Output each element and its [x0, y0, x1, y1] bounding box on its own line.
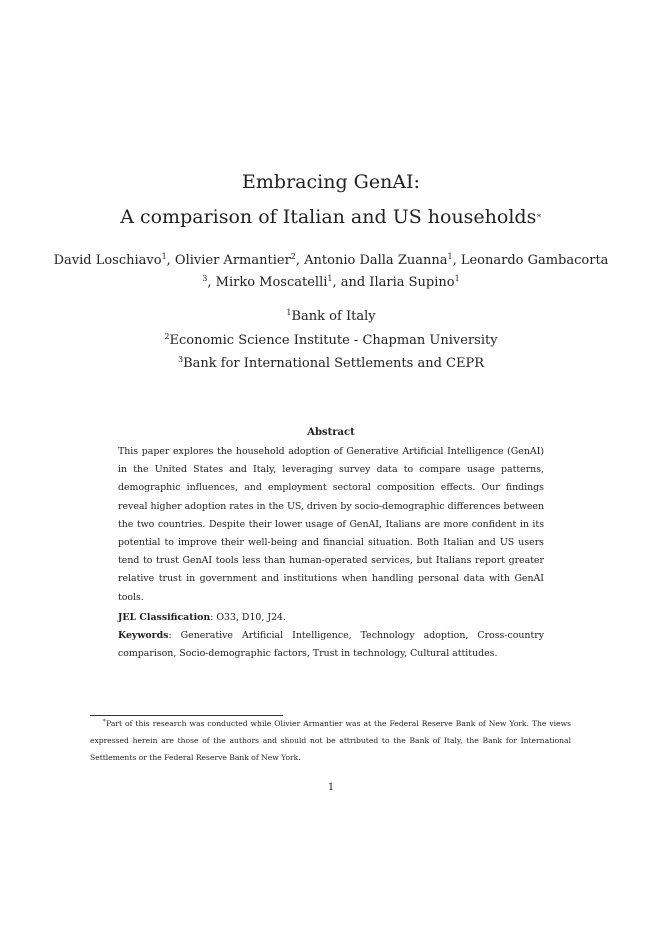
title-line-1: Embracing GenAI: [242, 171, 420, 193]
title-footnote-mark: ∗ [536, 211, 542, 220]
page-number: 1 [327, 782, 335, 793]
author-name: Antonio Dalla Zuanna [304, 253, 448, 268]
author-list [0, 250, 662, 294]
author-name: Mirko Moscatelli [215, 275, 328, 290]
jel-label: JEL Classification [118, 612, 211, 623]
title-line-2: A comparison of Italian and US households∗ [120, 206, 542, 228]
affiliation-3: $^3$Bank for International Settlements and CEPR [177, 355, 485, 371]
keywords [118, 627, 544, 663]
keywords-label: Keywords [118, 630, 169, 641]
abstract-heading: Abstract [307, 427, 355, 438]
author-name: David Loschiavo [53, 253, 162, 268]
author-name: Ilaria Supino [369, 275, 455, 290]
keywords-text: : Generative Artificial Intelligence, Technology adoption, Cross-country comparison, Socio-demographic factors, Trust in technology, Cultural attitudes. [118, 630, 544, 660]
jel-codes: : O33, D10, J24. [210, 612, 287, 623]
footnote [90, 715, 571, 766]
abstract-text: This paper explores the household adoption of Generative Artificial Intelligence (GenAI) in the United States and Italy, leveraging survey data to compare usage patterns, demographic influences, and employment sectoral composition effects. Our findings reveal higher adoption rates in the US, driven by socio-demographic differences between the two countries. Despite their lower usage of GenAI, Italians are more confident in its potential to improve their well-being and financial situation. Both Italian and US users tend to trust GenAI tools less than human-operated services, but Italians report greater relative trust in government and institutions when handling personal data with GenAI tools. [118, 446, 544, 603]
affiliation-2: $^2$Economic Science Institute - Chapman University [164, 332, 498, 348]
affiliation-1: $^1$Bank of Italy [286, 308, 376, 324]
jel-classification [118, 609, 544, 627]
footnote-mark: ∗ [102, 717, 107, 724]
author-line-1: David Loschiavo$^1$, Olivier Armantier$^2$, Antonio Dalla Zuanna$^1$, Leonardo Gambacorta [53, 252, 609, 268]
footnote-text: Part of this research was conducted while Olivier Armantier was at the Federal Reserve Bank of New York. The views expressed herein are those of the authors and should not be attributed to the Bank of Italy, the Bank for International Settlements or the Federal Reserve Bank of New York. [90, 719, 571, 762]
author-line-2: $^3$, Mirko Moscatelli$^1$, and Ilaria Supino$^1$ [202, 274, 460, 290]
author-name: Leonardo Gambacorta [460, 253, 609, 268]
author-name: Olivier Armantier [174, 253, 291, 268]
